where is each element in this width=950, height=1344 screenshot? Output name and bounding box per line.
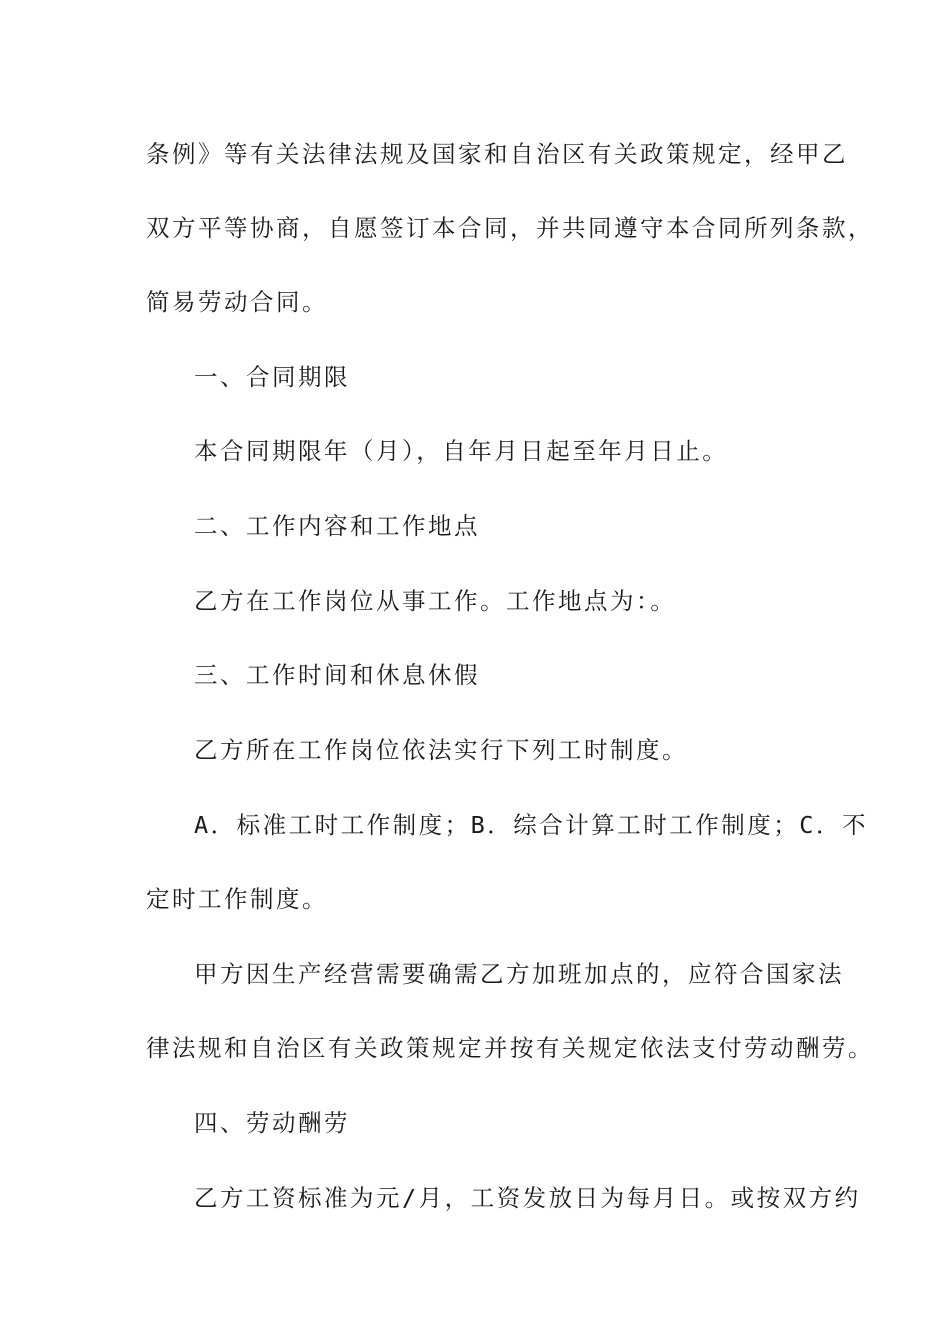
paragraph-line: 乙方在工作岗位从事工作。工作地点为：。: [194, 587, 677, 615]
paragraph-line: 简易劳动合同。: [146, 288, 328, 316]
paragraph-line: 条例》等有关法律法规及国家和自治区有关政策规定，经甲乙: [146, 140, 848, 168]
paragraph-line: 定时工作制度。: [146, 885, 328, 913]
section-heading: 三、工作时间和休息休假: [194, 661, 480, 689]
paragraph-line: 律法规和自治区有关政策规定并按有关规定依法支付劳动酬劳。: [146, 1034, 874, 1062]
section-heading: 四、劳动酬劳: [194, 1109, 350, 1137]
section-heading: 二、工作内容和工作地点: [194, 512, 480, 540]
paragraph-line: 甲方因生产经营需要确需乙方加班加点的，应符合国家法: [194, 960, 844, 988]
paragraph-line: A．标准工时工作制度；B．综合计算工时工作制度；C．不: [194, 811, 868, 839]
paragraph-line: 本合同期限年（月），自年月日起至年月日止。: [194, 437, 729, 465]
section-heading: 一、合同期限: [194, 363, 350, 391]
paragraph-line: 乙方工资标准为元/月，工资发放日为每月日。或按双方约: [194, 1184, 861, 1212]
paragraph-line: 乙方所在工作岗位依法实行下列工时制度。: [194, 736, 688, 764]
paragraph-line: 双方平等协商，自愿签订本合同，并共同遵守本合同所列条款，: [146, 214, 874, 242]
